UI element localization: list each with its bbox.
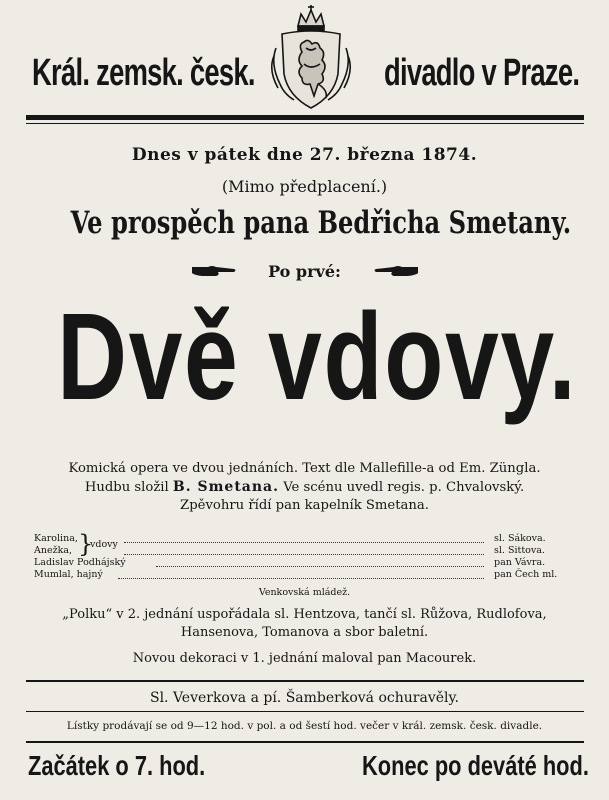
performance-date: Dnes v pátek dne 27. března 1874. (131, 145, 478, 165)
polka-line-1: „Polku“ v 2. jednání uspořádala sl. Hentzova, tančí sl. Růžova, Rudlofova, (62, 607, 547, 622)
widows-label: vdovy (90, 539, 118, 550)
theatre-name-right: divadlo v Praze. (383, 52, 579, 94)
ticket-info: Lístky prodávají se od 9—12 hod. v pol. a od šestí hod. večer v král. zemsk. česk. divadle. (66, 720, 543, 732)
composer-name: B. Smetana. (172, 479, 279, 495)
subscription-note: (Mimo předplacení.) (221, 177, 388, 196)
notice-divider-bottom (26, 711, 584, 712)
description-line-3: Zpěvohru řídí pan kapelník Smetana. (180, 498, 429, 513)
end-time: Konec po deváté hod. (362, 750, 589, 781)
opera-title (0, 282, 609, 432)
royal-crest-icon (268, 4, 354, 112)
leader-dots (124, 542, 484, 543)
cast-actor: sl. Sákova. (494, 533, 546, 544)
benefit-text: Ve prospěch pana Bedřicha Smetany. (70, 205, 572, 241)
leader-dots (118, 578, 484, 579)
polka-line-2: Hansenova, Tomanova a sbor baletní. (180, 625, 429, 640)
polka-note (0, 606, 609, 642)
cast-role: Anežka, (34, 545, 73, 556)
description-line-1: Komická opera ve dvou jednáních. Text dle Mallefille-a od Em. Züngla. (68, 461, 541, 476)
leader-dots (156, 566, 484, 567)
opera-description (0, 460, 609, 515)
notice-divider-top (26, 680, 584, 682)
decoration-note: Novou dekoraci v 1. jednání maloval pan Macourek. (132, 651, 477, 666)
cast-role: Ladislav Podhájský (34, 557, 126, 568)
premiere-label: Po prvé: (268, 262, 341, 281)
start-time: Začátek o 7. hod. (28, 750, 206, 781)
cast-actor: pan Čech ml. (494, 569, 558, 580)
cast-actor: sl. Sittova. (494, 545, 545, 556)
footer-divider (26, 741, 584, 743)
pointing-hand-left-icon (372, 263, 420, 279)
description-line-2 (0, 478, 609, 497)
chorus-note: Venkovská mládež. (258, 587, 351, 598)
leader-dots (124, 554, 484, 555)
composer-label: Hudbu složil (84, 480, 169, 495)
benefit-line (0, 205, 609, 241)
cast-role: Mumlal, hajný (34, 569, 103, 580)
director-note: Ve scénu uvedl regis. p. Chvalovský. (283, 480, 525, 495)
header-divider (26, 115, 584, 120)
widows-brace: } (78, 530, 94, 558)
illness-notice: Sl. Veverkova a pí. Šamberková ochuravěly. (149, 690, 459, 706)
cast-actor: pan Vávra. (494, 557, 546, 568)
opera-title-text: Dvě vdovy. (57, 287, 578, 427)
header-divider-thin (26, 123, 584, 124)
cast-list (34, 530, 574, 593)
theatre-name-left: Král. zemsk. česk. (32, 52, 255, 94)
cast-role: Karolina, (34, 533, 78, 544)
